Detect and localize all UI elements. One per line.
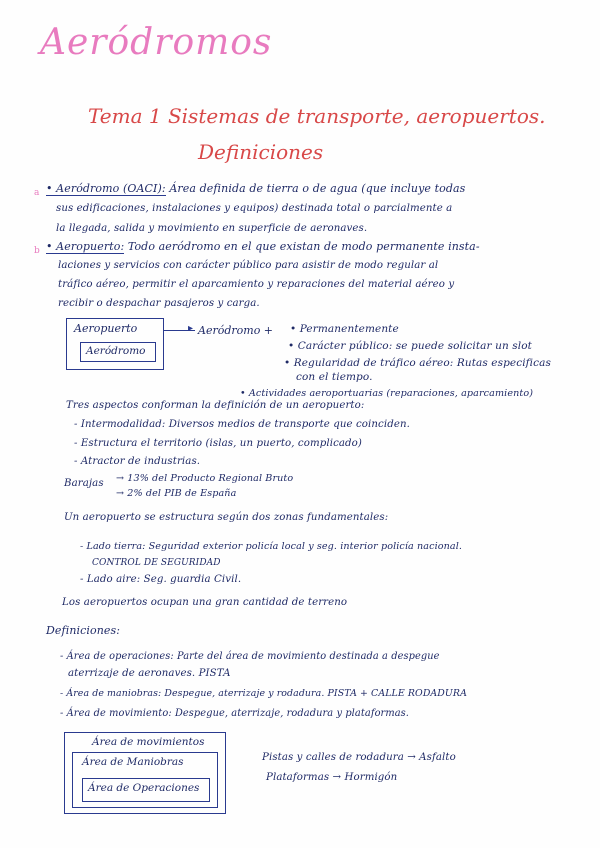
section-marker-b: b <box>34 246 40 256</box>
ocupan-terreno: Los aeropuertos ocupan una gran cantidad de terreno <box>62 597 348 608</box>
materiales-line-1: Pistas y calles de rodadura → Asfalto <box>262 752 456 763</box>
aerodromo-plus: Aeródromo + <box>198 324 274 337</box>
aeropuerto-def-1: Todo aeródromo en el que existan de modo permanente insta- <box>127 240 480 253</box>
barajas-line-1: → 13% del Producto Regional Bruto <box>116 473 294 484</box>
aeropuerto-line-1 <box>46 240 480 253</box>
area-movimientos-label: Área de movimientos <box>92 736 205 748</box>
definiciones-sub-heading: Definiciones: <box>46 624 121 637</box>
aeropuerto-def-3: tráfico aéreo, permitir el aparcamiento y reparaciones del material aéreo y <box>58 279 455 290</box>
aerodromo-line-1 <box>46 182 465 195</box>
materiales-line-2: Plataformas → Hormigón <box>266 772 398 783</box>
aspectos-item-1: - Intermodalidad: Diversos medios de transporte que coinciden. <box>74 419 410 430</box>
aerodromo-term: • Aeródromo (OACI): <box>46 182 166 195</box>
diagram1-item-2: • Carácter público: se puede solicitar un slot <box>288 340 532 352</box>
diagram1-item-4: • Actividades aeroportuarias (reparaciones, aparcamiento) <box>240 388 534 399</box>
aeropuerto-def-2: laciones y servicios con carácter público para asistir de modo regular al <box>58 260 439 271</box>
def-operaciones-2: aterrizaje de aeronaves. PISTA <box>68 668 231 679</box>
aerodromo-def-3: la llegada, salida y movimiento en superficie de aeronaves. <box>56 223 368 234</box>
section-marker-a: a <box>34 188 40 198</box>
topic-title: Tema 1 Sistemas de transporte, aeropuertos. <box>88 104 546 128</box>
area-operaciones-label: Área de Operaciones <box>88 782 200 794</box>
aspectos-item-2: - Estructura el territorio (islas, un puerto, complicado) <box>74 438 362 449</box>
diagram1-item-1: • Permanentemente <box>290 323 399 335</box>
aeropuerto-box-label: Aeropuerto <box>74 322 138 335</box>
control-seguridad: CONTROL DE SEGURIDAD <box>92 558 221 568</box>
def-maniobras: - Área de maniobras: Despegue, aterrizaje y rodadura. PISTA + CALLE RODADURA <box>60 688 467 699</box>
aspectos-item-3: - Atractor de industrias. <box>74 456 201 467</box>
def-operaciones-1: - Área de operaciones: Parte del área de movimiento destinada a despegue <box>60 651 440 662</box>
page-title: Aeródromos <box>40 22 273 63</box>
barajas-label: Barajas <box>64 478 104 489</box>
barajas-line-2: → 2% del PIB de España <box>116 488 237 499</box>
arrow-head-icon: ▸ <box>188 323 194 334</box>
estructura-intro: Un aeropuerto se estructura según dos zonas fundamentales: <box>64 512 389 523</box>
lado-aire: - Lado aire: Seg. guardia Civil. <box>80 574 242 585</box>
diagram1-item-3: • Regularidad de tráfico aéreo: Rutas especificas <box>284 357 551 369</box>
def-movimiento: - Área de movimiento: Despegue, aterrizaje, rodadura y plataformas. <box>60 708 410 719</box>
aerodromo-def-1: Área definida de tierra o de agua (que incluye todas <box>169 182 466 195</box>
diagram1-item-3b: con el tiempo. <box>296 371 373 383</box>
aerodromo-def-2: sus edificaciones, instalaciones y equipos) destinada total o parcialmente a <box>56 203 453 214</box>
aerodromo-box-label: Aeródromo <box>86 345 146 357</box>
aeropuerto-term: • Aeropuerto: <box>46 240 125 253</box>
aspectos-intro: Tres aspectos conforman la definición de un aeropuerto: <box>66 400 365 411</box>
area-maniobras-label: Área de Maniobras <box>82 756 184 768</box>
aeropuerto-def-4: recibir o despachar pasajeros y carga. <box>58 298 260 309</box>
definitions-heading: Definiciones <box>198 140 324 164</box>
lado-tierra: - Lado tierra: Seguridad exterior policía local y seg. interior policía nacional. <box>80 541 463 552</box>
